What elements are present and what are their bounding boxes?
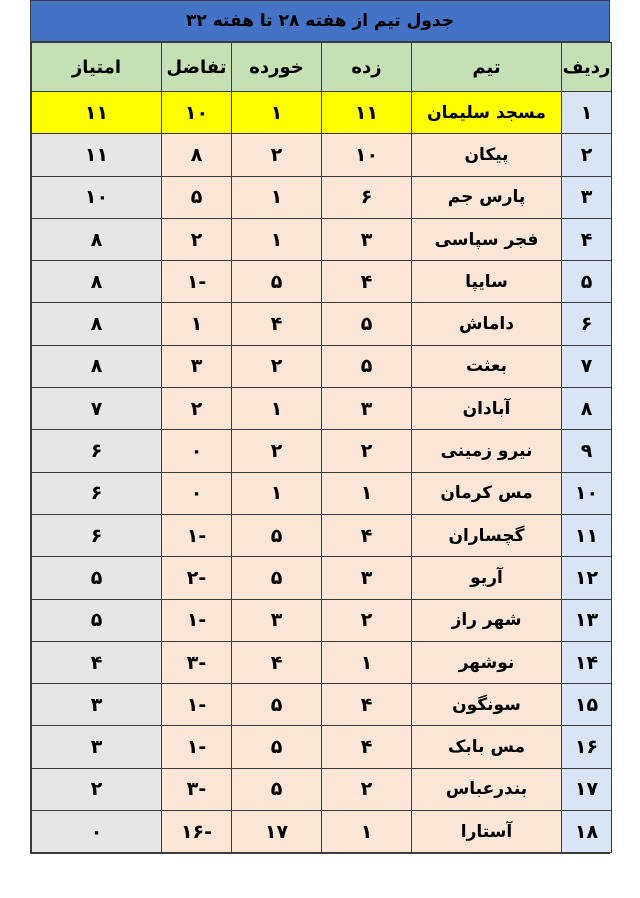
standings-table: [31, 42, 612, 853]
cell-points: ۶: [32, 430, 162, 472]
cell-diff: -۱: [162, 684, 232, 726]
cell-rank: ۲: [562, 134, 612, 176]
cell-points: ۸: [32, 218, 162, 260]
cell-team: نوشهر: [412, 641, 562, 683]
cell-scored: ۶: [322, 176, 412, 218]
cell-team: پارس جم: [412, 176, 562, 218]
cell-conceded: ۵: [232, 684, 322, 726]
cell-scored: ۵: [322, 345, 412, 387]
cell-points: ۰: [32, 811, 162, 853]
header-diff: تفاضل: [162, 43, 232, 92]
cell-conceded: ۱: [232, 176, 322, 218]
cell-scored: ۲: [322, 599, 412, 641]
cell-rank: ۹: [562, 430, 612, 472]
cell-scored: ۴: [322, 684, 412, 726]
cell-team: مس بابک: [412, 726, 562, 768]
table-row: [32, 726, 612, 768]
cell-team: فجر سپاسی: [412, 218, 562, 260]
cell-conceded: ۵: [232, 261, 322, 303]
cell-team: داماش: [412, 303, 562, 345]
cell-points: ۱۰: [32, 176, 162, 218]
cell-conceded: ۴: [232, 641, 322, 683]
cell-team: گچساران: [412, 514, 562, 556]
cell-rank: ۱۱: [562, 514, 612, 556]
cell-team: سایپا: [412, 261, 562, 303]
cell-scored: ۱۱: [322, 92, 412, 134]
standings-table-container: [30, 0, 610, 854]
cell-conceded: ۲: [232, 134, 322, 176]
cell-team: پیکان: [412, 134, 562, 176]
table-row: [32, 92, 612, 134]
cell-conceded: ۱: [232, 388, 322, 430]
cell-rank: ۱۰: [562, 472, 612, 514]
table-row: [32, 641, 612, 683]
cell-team: بندرعباس: [412, 768, 562, 810]
table-row: [32, 599, 612, 641]
cell-points: ۶: [32, 472, 162, 514]
table-row: [32, 557, 612, 599]
table-title: جدول تیم از هفته ۲۸ تا هفته ۳۲: [31, 1, 609, 42]
cell-scored: ۲: [322, 768, 412, 810]
cell-conceded: ۱: [232, 472, 322, 514]
cell-rank: ۱۲: [562, 557, 612, 599]
table-row: [32, 261, 612, 303]
cell-conceded: ۵: [232, 768, 322, 810]
cell-diff: ۵: [162, 176, 232, 218]
cell-scored: ۱: [322, 641, 412, 683]
cell-diff: -۲: [162, 557, 232, 599]
header-row: [32, 43, 612, 92]
cell-points: ۵: [32, 557, 162, 599]
cell-diff: ۱۰: [162, 92, 232, 134]
cell-points: ۲: [32, 768, 162, 810]
cell-conceded: ۱: [232, 92, 322, 134]
cell-diff: -۱: [162, 599, 232, 641]
cell-points: ۶: [32, 514, 162, 556]
cell-points: ۸: [32, 303, 162, 345]
cell-scored: ۱۰: [322, 134, 412, 176]
cell-points: ۳: [32, 726, 162, 768]
cell-team: سونگون: [412, 684, 562, 726]
cell-diff: ۲: [162, 388, 232, 430]
cell-points: ۱۱: [32, 134, 162, 176]
cell-conceded: ۴: [232, 303, 322, 345]
table-row: [32, 345, 612, 387]
cell-team: آبادان: [412, 388, 562, 430]
cell-scored: ۴: [322, 514, 412, 556]
cell-diff: -۳: [162, 768, 232, 810]
cell-rank: ۱۷: [562, 768, 612, 810]
cell-scored: ۱: [322, 811, 412, 853]
header-conceded: خورده: [232, 43, 322, 92]
cell-conceded: ۵: [232, 726, 322, 768]
header-points: امتیاز: [32, 43, 162, 92]
cell-diff: ۱: [162, 303, 232, 345]
cell-scored: ۴: [322, 726, 412, 768]
cell-conceded: ۲: [232, 430, 322, 472]
cell-points: ۱۱: [32, 92, 162, 134]
cell-team: شهر راز: [412, 599, 562, 641]
cell-diff: ۰: [162, 472, 232, 514]
cell-points: ۳: [32, 684, 162, 726]
cell-points: ۸: [32, 261, 162, 303]
cell-diff: -۳: [162, 641, 232, 683]
cell-diff: -۱: [162, 261, 232, 303]
cell-scored: ۳: [322, 218, 412, 260]
table-row: [32, 768, 612, 810]
cell-rank: ۱۳: [562, 599, 612, 641]
cell-conceded: ۲: [232, 345, 322, 387]
table-row: [32, 811, 612, 853]
cell-diff: -۱: [162, 514, 232, 556]
cell-team: نیرو زمینی: [412, 430, 562, 472]
cell-diff: ۰: [162, 430, 232, 472]
table-row: [32, 134, 612, 176]
table-row: [32, 176, 612, 218]
cell-conceded: ۱: [232, 218, 322, 260]
cell-conceded: ۱۷: [232, 811, 322, 853]
cell-rank: ۱: [562, 92, 612, 134]
table-row: [32, 388, 612, 430]
table-row: [32, 684, 612, 726]
cell-rank: ۶: [562, 303, 612, 345]
cell-rank: ۱۶: [562, 726, 612, 768]
cell-points: ۵: [32, 599, 162, 641]
table-row: [32, 514, 612, 556]
cell-team: مسجد سلیمان: [412, 92, 562, 134]
cell-conceded: ۳: [232, 599, 322, 641]
cell-scored: ۴: [322, 261, 412, 303]
table-row: [32, 303, 612, 345]
cell-rank: ۳: [562, 176, 612, 218]
header-scored: زده: [322, 43, 412, 92]
cell-rank: ۸: [562, 388, 612, 430]
cell-diff: ۲: [162, 218, 232, 260]
header-team: تیم: [412, 43, 562, 92]
cell-team: مس کرمان: [412, 472, 562, 514]
cell-scored: ۳: [322, 557, 412, 599]
cell-diff: -۱: [162, 726, 232, 768]
cell-diff: -۱۶: [162, 811, 232, 853]
cell-rank: ۱۴: [562, 641, 612, 683]
table-row: [32, 218, 612, 260]
cell-scored: ۵: [322, 303, 412, 345]
cell-rank: ۱۵: [562, 684, 612, 726]
cell-points: ۴: [32, 641, 162, 683]
cell-rank: ۵: [562, 261, 612, 303]
cell-rank: ۱۸: [562, 811, 612, 853]
cell-team: آریو: [412, 557, 562, 599]
cell-rank: ۴: [562, 218, 612, 260]
cell-team: بعثت: [412, 345, 562, 387]
table-row: [32, 430, 612, 472]
cell-conceded: ۵: [232, 557, 322, 599]
cell-diff: ۸: [162, 134, 232, 176]
cell-team: آستارا: [412, 811, 562, 853]
table-row: [32, 472, 612, 514]
cell-rank: ۷: [562, 345, 612, 387]
cell-diff: ۳: [162, 345, 232, 387]
cell-scored: ۲: [322, 430, 412, 472]
cell-conceded: ۵: [232, 514, 322, 556]
cell-scored: ۳: [322, 388, 412, 430]
cell-scored: ۱: [322, 472, 412, 514]
cell-points: ۷: [32, 388, 162, 430]
header-rank: ردیف: [562, 43, 612, 92]
cell-points: ۸: [32, 345, 162, 387]
